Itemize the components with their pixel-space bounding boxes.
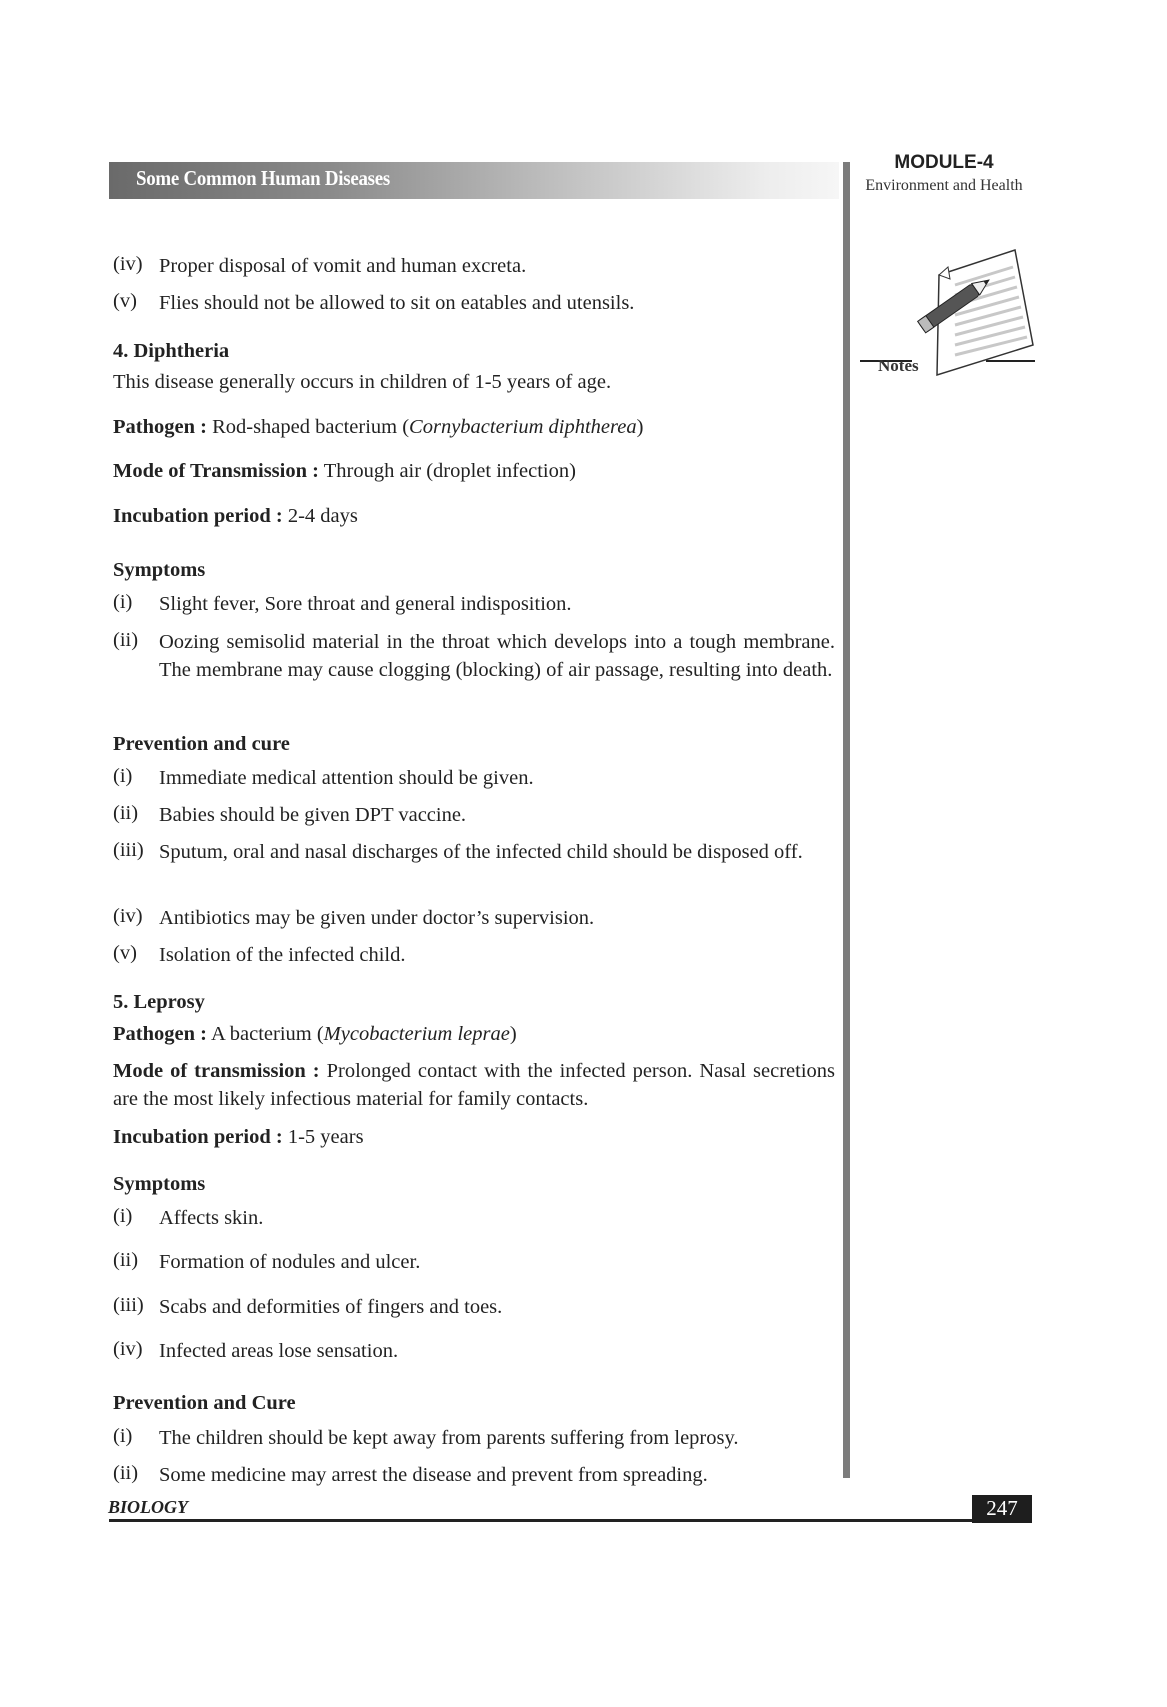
item-number: (i)	[113, 591, 133, 613]
item-number: (i)	[113, 1205, 133, 1227]
item-text: Oozing semisolid material in the throat which develops into a tough membrane. The membrane may cause clogging (blocking) of air passage, resulting into death.	[159, 631, 835, 681]
field-value: 2-4 days	[287, 505, 358, 527]
notes-label: Notes	[878, 356, 919, 375]
item-number: (ii)	[113, 1462, 139, 1484]
item-text: Infected areas lose sensation.	[159, 1340, 399, 1362]
item-text: Some medicine may arrest the disease and prevent from spreading.	[159, 1464, 708, 1486]
item-text: Flies should not be allowed to sit on eatables and utensils.	[159, 292, 635, 314]
diphtheria-transmission	[113, 459, 576, 483]
section-heading-leprosy: 5. Leprosy	[113, 991, 205, 1013]
item-text: Isolation of the infected child.	[159, 944, 406, 966]
item-text: Immediate medical attention should be given.	[159, 767, 534, 789]
leprosy-transmission	[113, 1057, 835, 1113]
module-title: MODULE-4	[894, 152, 994, 173]
item-number: (v)	[113, 942, 137, 964]
item-number: (ii)	[113, 802, 139, 824]
subheading-symptoms: Symptoms	[113, 559, 206, 581]
item-text: Babies should be given DPT vaccine.	[159, 804, 467, 826]
module-subtitle: Environment and Health	[865, 177, 1023, 194]
section-heading-diphtheria: 4. Diphtheria	[113, 340, 230, 362]
field-value-close: )	[509, 1023, 517, 1045]
item-number: (iii)	[113, 839, 144, 861]
item-text: Slight fever, Sore throat and general indisposition.	[159, 593, 572, 615]
subheading-prevention: Prevention and Cure	[113, 1392, 296, 1414]
field-label: Incubation period :	[113, 505, 283, 527]
item-number: (v)	[113, 290, 137, 312]
item-number: (i)	[113, 1425, 133, 1447]
item-text: Sputum, oral and nasal discharges of the infected child should be disposed off.	[159, 841, 803, 863]
species-name: Mycobacterium leprae	[323, 1023, 510, 1045]
leprosy-incubation	[113, 1125, 364, 1149]
item-number: (ii)	[113, 629, 139, 651]
item-text: Formation of nodules and ulcer.	[159, 1251, 421, 1273]
item-number: (iv)	[113, 905, 143, 927]
field-value: Rod-shaped bacterium (	[212, 416, 410, 438]
diphtheria-pathogen	[113, 415, 643, 439]
page-number: 247	[986, 1496, 1018, 1520]
field-label: Incubation period :	[113, 1126, 283, 1148]
field-label: Pathogen :	[113, 416, 207, 438]
field-value: Prolonged contact with the infected person. Nasal secretions are the most likely infectious material for family contacts.	[113, 1060, 835, 1110]
field-label: Pathogen :	[113, 1023, 207, 1045]
diphtheria-incubation	[113, 504, 358, 528]
field-value: 1-5 years	[287, 1126, 364, 1148]
item-number: (i)	[113, 765, 133, 787]
item-number: (iv)	[113, 253, 143, 275]
field-label: Mode of Transmission :	[113, 460, 319, 482]
chapter-title: Some Common Human Diseases	[136, 166, 390, 190]
footer-rule	[109, 1519, 973, 1522]
field-value: Through air (droplet infection)	[323, 460, 576, 482]
item-text: Antibiotics may be given under doctor’s supervision.	[159, 907, 595, 929]
item-number: (iv)	[113, 1338, 143, 1360]
field-label: Mode of transmission :	[113, 1060, 320, 1082]
item-number: (ii)	[113, 1249, 139, 1271]
subheading-symptoms: Symptoms	[113, 1173, 206, 1195]
margin-divider	[843, 162, 850, 1478]
diphtheria-intro: This disease generally occurs in children of 1-5 years of age.	[113, 371, 612, 393]
species-name: Cornybacterium diphtherea	[409, 416, 637, 438]
footer-subject: BIOLOGY	[108, 1497, 188, 1517]
field-value: A bacterium (	[210, 1023, 324, 1045]
item-text: Affects skin.	[159, 1207, 264, 1229]
subheading-prevention: Prevention and cure	[113, 733, 290, 755]
field-value-close: )	[636, 416, 644, 438]
item-text: Proper disposal of vomit and human excreta.	[159, 255, 527, 277]
item-text: The children should be kept away from parents suffering from leprosy.	[159, 1427, 739, 1449]
leprosy-pathogen	[113, 1022, 517, 1046]
item-text: Scabs and deformities of fingers and toes.	[159, 1296, 503, 1318]
item-number: (iii)	[113, 1294, 144, 1316]
